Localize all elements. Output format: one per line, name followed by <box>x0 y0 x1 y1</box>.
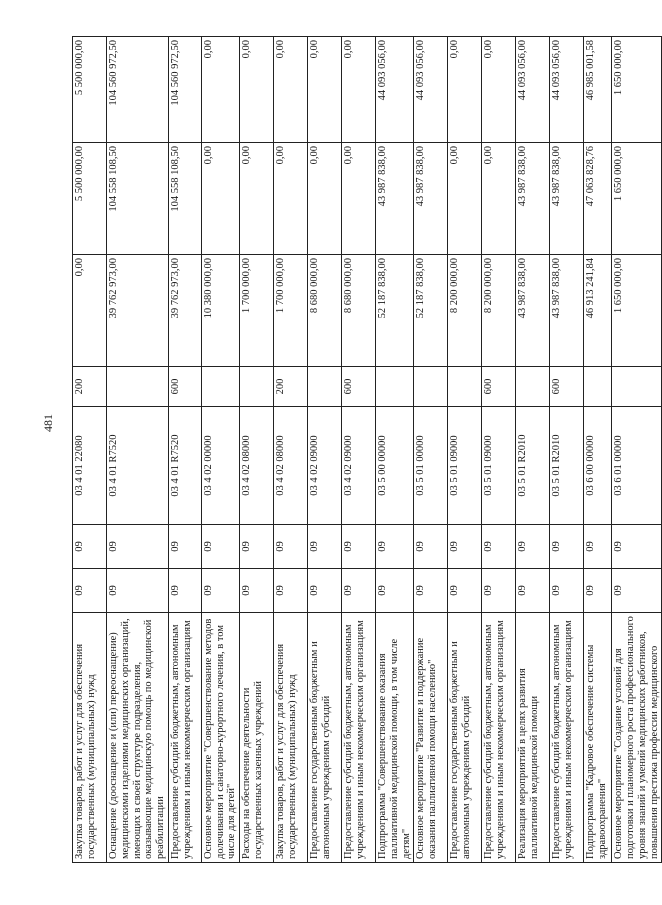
section-code: 09 <box>612 569 662 613</box>
table-row <box>482 37 516 863</box>
subsection-code: 09 <box>612 525 662 569</box>
row-name: Основное мероприятие "Совершенствование методов долечивания и санаторно-курортного лечения, в том числе для детей" <box>201 613 239 863</box>
amount-year-1: 8 680 000,00 <box>308 255 342 367</box>
row-name: Подпрограмма "Кадровое обеспечение системы здравоохранения" <box>584 613 612 863</box>
section-code: 09 <box>448 569 482 613</box>
row-name: Оснащение (дооснащение и (или) переоснащение) медицинскими изделиями медицинских организаций, имеющих в своей структуре подразделения, оказывающие медицинскую помощь по медицинской реабилитации <box>107 613 169 863</box>
amount-year-2: 0,00 <box>448 143 482 255</box>
target-article-code: 03 4 02 00000 <box>201 407 239 525</box>
row-name: Предоставление субсидий бюджетным, автономным учреждениям и иным некоммерческим организациям <box>482 613 516 863</box>
amount-year-1: 1 700 000,00 <box>274 255 308 367</box>
table-row <box>448 37 482 863</box>
section-code: 09 <box>308 569 342 613</box>
expense-type-code <box>612 367 662 407</box>
table-row <box>107 37 169 863</box>
amount-year-3: 0,00 <box>482 37 516 143</box>
amount-year-3: 5 500 000,00 <box>73 37 107 143</box>
subsection-code: 09 <box>201 525 239 569</box>
expense-type-code: 600 <box>550 367 584 407</box>
amount-year-1: 8 200 000,00 <box>482 255 516 367</box>
expense-type-code: 200 <box>73 367 107 407</box>
row-name: Реализация мероприятий в целях развития паллиативной медицинской помощи <box>516 613 550 863</box>
amount-year-3: 46 985 001,58 <box>584 37 612 143</box>
target-article-code: 03 5 01 00000 <box>414 407 448 525</box>
table-row <box>201 37 239 863</box>
amount-year-3: 104 560 972,50 <box>168 37 201 143</box>
target-article-code: 03 4 02 08000 <box>240 407 274 525</box>
subsection-code: 09 <box>73 525 107 569</box>
target-article-code: 03 6 00 00000 <box>584 407 612 525</box>
amount-year-1: 39 762 973,00 <box>107 255 169 367</box>
expense-type-code <box>376 367 414 407</box>
amount-year-1: 39 762 973,00 <box>168 255 201 367</box>
amount-year-2: 43 987 838,00 <box>414 143 448 255</box>
table-row <box>308 37 342 863</box>
amount-year-3: 0,00 <box>240 37 274 143</box>
row-name: Предоставление субсидий бюджетным, автономным учреждениям и иным некоммерческим организациям <box>168 613 201 863</box>
target-article-code: 03 4 01 R7520 <box>168 407 201 525</box>
amount-year-3: 44 093 056,00 <box>376 37 414 143</box>
amount-year-1: 46 913 241,84 <box>584 255 612 367</box>
amount-year-1: 43 987 838,00 <box>516 255 550 367</box>
amount-year-2: 43 987 838,00 <box>550 143 584 255</box>
section-code: 09 <box>168 569 201 613</box>
section-code: 09 <box>201 569 239 613</box>
target-article-code: 03 5 01 09000 <box>448 407 482 525</box>
target-article-code: 03 6 01 00000 <box>612 407 662 525</box>
target-article-code: 03 4 01 R7520 <box>107 407 169 525</box>
amount-year-2: 104 558 108,50 <box>107 143 169 255</box>
amount-year-1: 10 380 000,00 <box>201 255 239 367</box>
target-article-code: 03 5 00 00000 <box>376 407 414 525</box>
amount-year-2: 43 987 838,00 <box>516 143 550 255</box>
expense-type-code <box>584 367 612 407</box>
table-row <box>414 37 448 863</box>
target-article-code: 03 4 02 09000 <box>342 407 376 525</box>
table-row <box>584 37 612 863</box>
target-article-code: 03 4 02 08000 <box>274 407 308 525</box>
table-row <box>274 37 308 863</box>
subsection-code: 09 <box>376 525 414 569</box>
section-code: 09 <box>482 569 516 613</box>
amount-year-1: 52 187 838,00 <box>376 255 414 367</box>
rotated-budget-table <box>72 37 660 863</box>
section-code: 09 <box>240 569 274 613</box>
section-code: 09 <box>584 569 612 613</box>
amount-year-3: 44 093 056,00 <box>550 37 584 143</box>
amount-year-1: 1 700 000,00 <box>240 255 274 367</box>
row-name: Предоставление государственным бюджетным и автономным учреждениям субсидий <box>308 613 342 863</box>
target-article-code: 03 5 01 R2010 <box>550 407 584 525</box>
row-name: Основное мероприятие "Создание условий для подготовки и планомерного роста профессионального уровня знаний и умений медицинских работников, повышения престижа профессии медицинского <box>612 613 662 863</box>
section-code: 09 <box>73 569 107 613</box>
expense-type-code <box>308 367 342 407</box>
amount-year-2: 0,00 <box>274 143 308 255</box>
section-code: 09 <box>107 569 169 613</box>
amount-year-1: 0,00 <box>73 255 107 367</box>
subsection-code: 09 <box>342 525 376 569</box>
amount-year-2: 0,00 <box>342 143 376 255</box>
amount-year-3: 44 093 056,00 <box>516 37 550 143</box>
target-article-code: 03 4 02 09000 <box>308 407 342 525</box>
table-row <box>168 37 201 863</box>
amount-year-3: 0,00 <box>201 37 239 143</box>
expense-type-code <box>240 367 274 407</box>
row-name: Закупка товаров, работ и услуг для обеспечения государственных (муниципальных) нужд <box>274 613 308 863</box>
subsection-code: 09 <box>308 525 342 569</box>
expense-type-code: 200 <box>274 367 308 407</box>
subsection-code: 09 <box>107 525 169 569</box>
section-code: 09 <box>414 569 448 613</box>
amount-year-3: 0,00 <box>274 37 308 143</box>
row-name: Закупка товаров, работ и услуг для обеспечения государственных (муниципальных) нужд <box>73 613 107 863</box>
subsection-code: 09 <box>414 525 448 569</box>
subsection-code: 09 <box>584 525 612 569</box>
row-name: Предоставление субсидий бюджетным, автономным учреждениям и иным некоммерческим организациям <box>342 613 376 863</box>
page-number: 481 <box>41 414 55 432</box>
amount-year-2: 0,00 <box>240 143 274 255</box>
amount-year-2: 104 558 108,50 <box>168 143 201 255</box>
amount-year-2: 0,00 <box>482 143 516 255</box>
section-code: 09 <box>274 569 308 613</box>
amount-year-2: 47 063 828,76 <box>584 143 612 255</box>
expense-type-code <box>448 367 482 407</box>
target-article-code: 03 5 01 R2010 <box>516 407 550 525</box>
expense-type-code <box>107 367 169 407</box>
row-name: Подпрограмма "Совершенствование оказания паллиативной медицинской помощи, в том числе детям" <box>376 613 414 863</box>
expense-type-code: 600 <box>482 367 516 407</box>
row-name: Основное мероприятие "Развитие и поддержание оказания паллиативной помощи населению" <box>414 613 448 863</box>
subsection-code: 09 <box>274 525 308 569</box>
amount-year-3: 0,00 <box>448 37 482 143</box>
section-code: 09 <box>376 569 414 613</box>
amount-year-1: 8 200 000,00 <box>448 255 482 367</box>
amount-year-1: 43 987 838,00 <box>550 255 584 367</box>
row-name: Предоставление государственным бюджетным и автономным учреждениям субсидий <box>448 613 482 863</box>
subsection-code: 09 <box>240 525 274 569</box>
amount-year-3: 104 560 972,50 <box>107 37 169 143</box>
table-row <box>376 37 414 863</box>
amount-year-3: 44 093 056,00 <box>414 37 448 143</box>
target-article-code: 03 4 01 22080 <box>73 407 107 525</box>
expense-type-code: 600 <box>342 367 376 407</box>
section-code: 09 <box>550 569 584 613</box>
amount-year-3: 1 650 000,00 <box>612 37 662 143</box>
expense-type-code <box>516 367 550 407</box>
amount-year-1: 8 680 000,00 <box>342 255 376 367</box>
table-row <box>73 37 107 863</box>
target-article-code: 03 5 01 09000 <box>482 407 516 525</box>
amount-year-1: 52 187 838,00 <box>414 255 448 367</box>
amount-year-2: 5 500 000,00 <box>73 143 107 255</box>
amount-year-1: 1 650 000,00 <box>612 255 662 367</box>
expense-type-code <box>201 367 239 407</box>
amount-year-2: 0,00 <box>201 143 239 255</box>
subsection-code: 09 <box>516 525 550 569</box>
table-row <box>240 37 274 863</box>
subsection-code: 09 <box>482 525 516 569</box>
subsection-code: 09 <box>550 525 584 569</box>
expense-type-code: 600 <box>168 367 201 407</box>
table-row <box>550 37 584 863</box>
table-body <box>73 37 662 863</box>
subsection-code: 09 <box>168 525 201 569</box>
subsection-code: 09 <box>448 525 482 569</box>
budget-table <box>72 36 662 863</box>
row-name: Расходы на обеспечение деятельности государственных казенных учреждений <box>240 613 274 863</box>
amount-year-2: 0,00 <box>308 143 342 255</box>
row-name: Предоставление субсидий бюджетным, автономным учреждениям и иным некоммерческим организациям <box>550 613 584 863</box>
amount-year-3: 0,00 <box>342 37 376 143</box>
table-row <box>516 37 550 863</box>
table-row <box>342 37 376 863</box>
section-code: 09 <box>342 569 376 613</box>
amount-year-3: 0,00 <box>308 37 342 143</box>
amount-year-2: 43 987 838,00 <box>376 143 414 255</box>
table-row <box>612 37 662 863</box>
amount-year-2: 1 650 000,00 <box>612 143 662 255</box>
expense-type-code <box>414 367 448 407</box>
section-code: 09 <box>516 569 550 613</box>
